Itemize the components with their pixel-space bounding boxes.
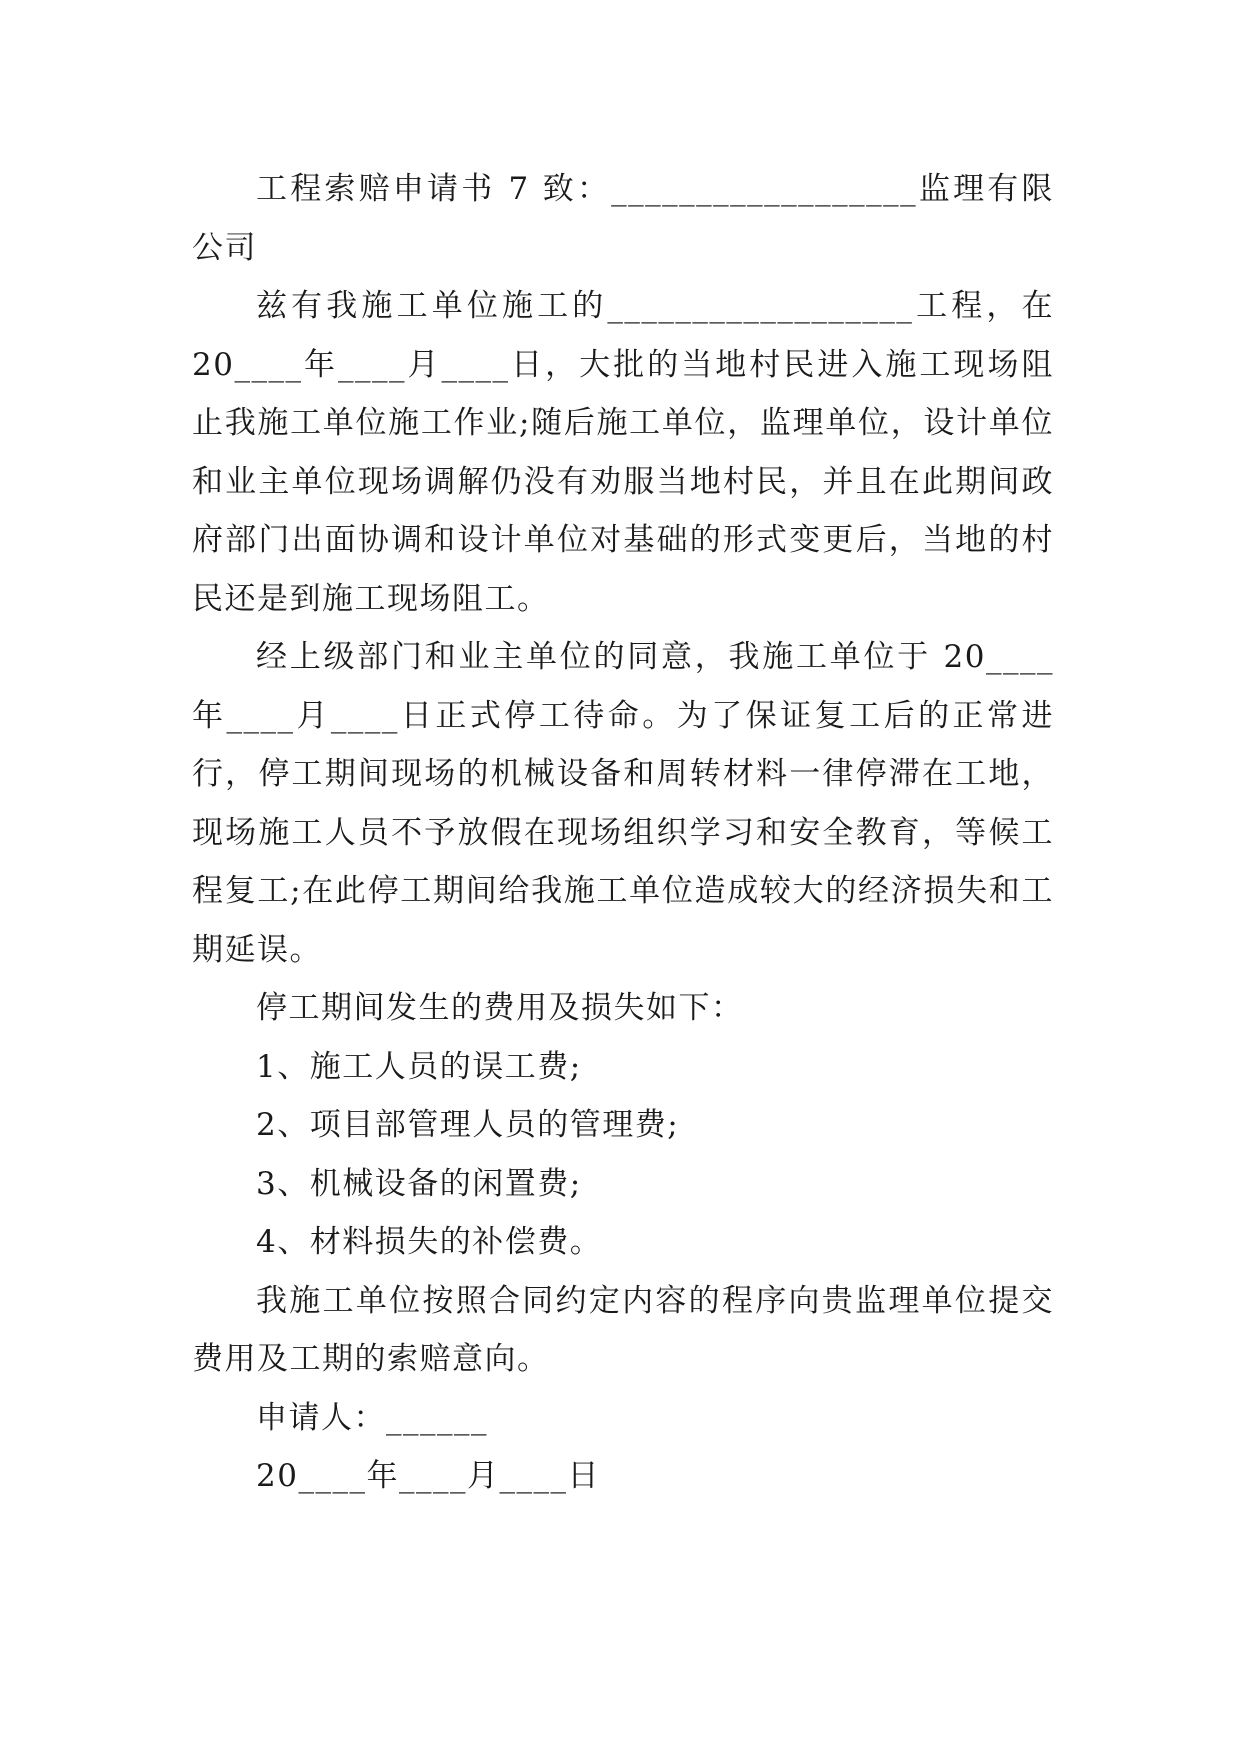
suspension-paragraph: 经上级部门和业主单位的同意，我施工单位于 20____年____月____日正式停工待命。为了保证复工后的正常进行，停工期间现场的机械设备和周转材料一律停滞在工地，现场施工人员不予放假在现场组织学习和安全教育，等候工程复工;在此停工期间给我施工单位造成较大的经济损失和工期延误。: [192, 639, 1054, 968]
claim-statement: 我施工单位按照合同约定内容的程序向贵监理单位提交费用及工期的索赔意向。: [192, 1282, 1054, 1377]
incident-paragraph: 兹有我施工单位施工的__________________工程，在 20____年____月____日，大批的当地村民进入施工现场阻止我施工单位施工作业;随后施工单位，监理单位，设计单位和业主单位现场调解仍没有劝服当地村民，并且在此期间政府部门出面协调和设计单位对基础的形式变更后，当地的村民还是到施工现场阻工。: [192, 288, 1054, 617]
addressee-paragraph: 工程索赔申请书 7 致：__________________监理有限公司: [192, 171, 1054, 266]
document-body: [192, 160, 1054, 1506]
cost-item-3: 3、机械设备的闲置费;: [256, 1165, 582, 1202]
cost-item-2: 2、项目部管理人员的管理费;: [256, 1107, 680, 1143]
cost-item-1: 1、施工人员的误工费;: [256, 1048, 582, 1085]
costs-intro: 停工期间发生的费用及损失如下：: [256, 990, 744, 1026]
date-line: 20____年____月____日: [256, 1458, 600, 1494]
applicant-line: 申请人：______: [256, 1399, 488, 1436]
cost-item-4: 4、材料损失的补偿费。: [256, 1224, 603, 1260]
